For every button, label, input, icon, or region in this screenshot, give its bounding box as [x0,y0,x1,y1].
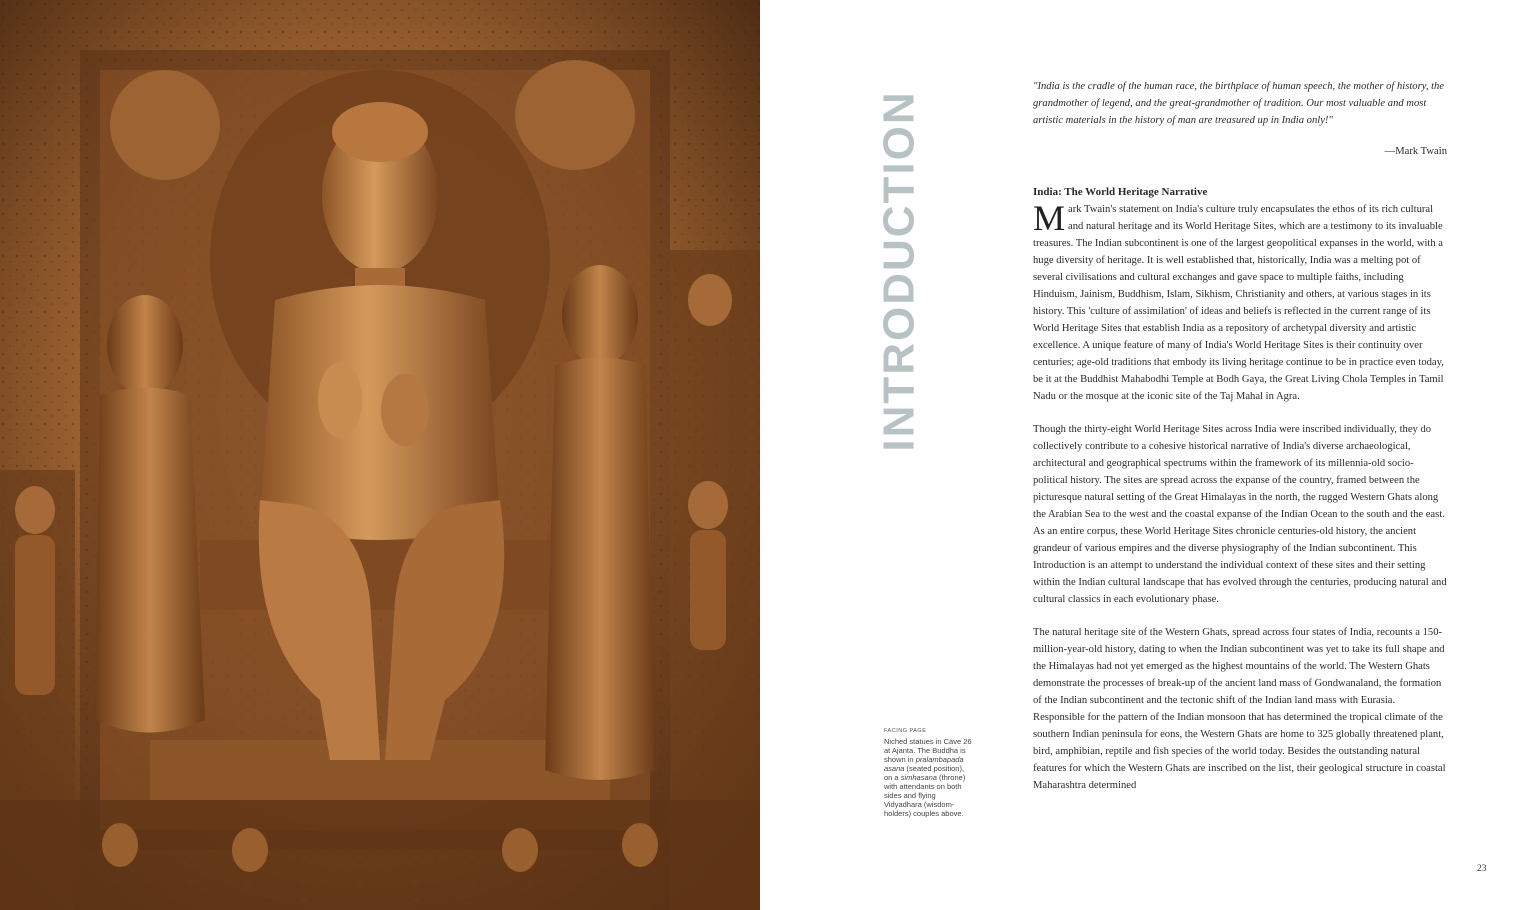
caption-italic-2: simhasana [900,773,937,782]
paragraph-1-text: ark Twain's statement on India's culture truly encapsulates the ethos of its rich cultural and natural heritage and its World Heritage Sites, which are a testimony to its invaluable treasures. The Indian subcontinent is one of the largest geopolitical expanses in the world, with a huge diversity of heritage. It is well established that, historically, India was a melting pot of several civilisations and cultural exchanges and gave space to multiple faiths, including Hinduism, Jainism, Buddhism, Islam, Sikhism, Christianity and others, at various stages in its history. This 'culture of assimilation' of ideas and beliefs is reflected in the current range of its World Heritage Sites that establish India as a repository of archetypal diversity and artistic excellence. A unique feature of many of India's World Heritage Sites is their continuity over centuries; age-old traditions that embody its living heritage continue to be in practice even today, be it at the Buddhist Mahabodhi Temple at Bodh Gaya, the Great Living Chola Temples in Tamil Nadu or the mosque at the iconic site of the Taj Mahal in Agra. [1033,204,1444,402]
caption-text-3: (throne) with attendants on both sides and flying Vidyadhara (wisdom-holders) couples above. [884,773,966,818]
body-paragraph-1 [1033,198,1447,405]
section-heading: India: The World Heritage Narrative [1033,186,1208,198]
epigraph-attribution: —Mark Twain [1384,146,1447,157]
chapter-title-text: INTRODUCTION [875,90,924,452]
caption-heading: FACING PAGE [884,728,927,734]
caption-text-2: (seated position), on a [884,764,965,782]
epigraph-quote: "India is the cradle of the human race, the birthplace of human speech, the mother of history, the grandmother of legend, and the great-grandmother of tradition. Our most valuable and most artistic materials in the history of man are treasured up in India only!" [1033,81,1445,126]
caption-italic-1: pralambapada asana [884,755,964,773]
photo-caption [884,727,974,818]
chapter-title [875,82,924,460]
body-paragraph-3: The natural heritage site of the Western Ghats, spread across four states of India, recounts a 150-million-year-old history, dating to when the Indian subcontinent was yet to take its full shape and the Himalayas had not yet emerged as the highest mountains of the world. The Western Ghats demonstrate the processes of break-up of the ancient land mass of Gondwanaland, the formation of the Indian subcontinent and the tectonic shift of the Indian land mass with Eurasia. Responsible for the pattern of the Indian monsoon that has determined the tropical climate of the southern Indian peninsula for eons, the Western Ghats are home to 325 globally threatened plant, bird, amphibian, reptile and fish species of the world today. Besides the outstanding natural features for which the Western Ghats are inscribed on the list, their geological structure in coastal Maharashtra determined [1033,627,1446,791]
page-number: 23 [1477,864,1487,874]
body-paragraph-2: Though the thirty-eight World Heritage Sites across India were inscribed individually, they do collectively contribute to a cohesive historical narrative of India's diverse archaeological, architectural and geographical spectrums within the framework of its millennia-old socio-political history. The sites are spread across the expanse of the country, framed between the picturesque natural setting of the Great Himalayas in the north, the rugged Western Ghats along the Arabian Sea to the west and the coastal expanse of the Indian Ocean to the south and the east. As an entire corpus, these World Heritage Sites chronicle centuries-old history, the ancient grandeur of various empires and the diverse physiography of the Indian subcontinent. This Introduction is an attempt to understand the individual context of these sites and their setting within the Indian cultural landscape that has evolved through the centuries, producing natural and cultural classics in each evolutionary phase. [1033,424,1447,605]
drop-cap: M [1033,198,1066,238]
body-text-column [1033,78,1447,810]
caption-text-1: Niched statues in Cave 26 at Ajanta. The Buddha is shown in [884,737,972,764]
